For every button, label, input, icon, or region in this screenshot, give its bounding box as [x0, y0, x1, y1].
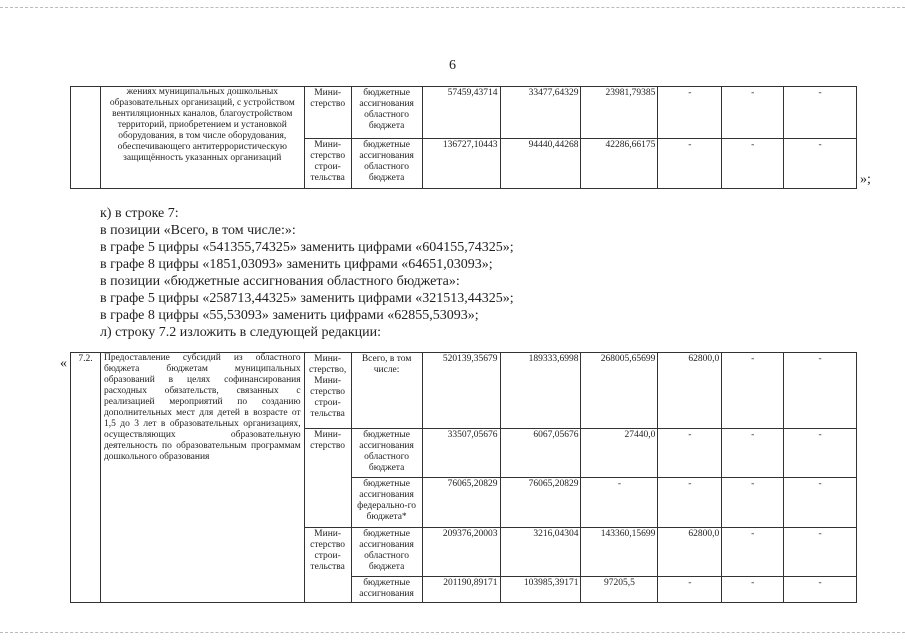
total-cell: 520139,35679 — [422, 353, 500, 429]
table-row — [71, 87, 857, 139]
total-cell: 201190,89171 — [422, 577, 500, 603]
value-cell: - — [784, 87, 857, 139]
value-cell: - — [658, 478, 722, 528]
opening-quote-mark: « — [60, 356, 67, 371]
value-cell: - — [722, 353, 784, 429]
value-cell: - — [722, 577, 784, 603]
instruction-line: в позиции «бюджетные ассигнования областного бюджета»: — [100, 274, 460, 289]
total-cell: 209376,20003 — [422, 528, 500, 577]
value-cell: 94440,44268 — [500, 139, 581, 189]
total-cell: 33507,05676 — [422, 429, 500, 478]
row-number-cell — [71, 87, 101, 189]
executor-cell: Мини-стерство, Мини-стерство строи-тельства — [304, 353, 351, 429]
source-cell: Всего, в том числе: — [351, 353, 422, 429]
scan-artifact-top — [0, 7, 905, 8]
source-cell: бюджетные ассигнования областного бюджета — [351, 87, 422, 139]
value-cell: 97205,5 — [581, 577, 658, 603]
source-cell: бюджетные ассигнования областного бюджета — [351, 139, 422, 189]
value-cell: - — [658, 139, 722, 189]
source-cell: бюджетные ассигнования областного бюджета — [351, 528, 422, 577]
total-cell: 136727,10443 — [422, 139, 500, 189]
value-cell: - — [784, 139, 857, 189]
executor-cell: Мини-стерство строи-тельства — [304, 139, 351, 189]
scan-artifact-bottom — [0, 632, 905, 633]
value-cell: 189333,6998 — [500, 353, 581, 429]
value-cell: 103985,39171 — [500, 577, 581, 603]
table-row — [71, 353, 857, 429]
value-cell: - — [784, 429, 857, 478]
value-cell: - — [658, 87, 722, 139]
value-cell: - — [722, 478, 784, 528]
source-cell: бюджетные ассигнования федерально-го бюджета* — [351, 478, 422, 528]
instruction-line: в графе 8 цифры «1851,03093» заменить цифрами «64651,03093»; — [100, 257, 493, 272]
value-cell: 3216,04304 — [500, 528, 581, 577]
description-cell: Предоставление субсидий из областного бюджета бюджетам муниципальных образований в целях софинансирования расходных обязательств, связанных с реализацией мероприятий по созданию дополнительных мест для детей в возрасте от 1,5 до 3 лет в образовательных организациях, осуществляющих образовательную деятельность по образовательным программам дошкольного образования — [100, 353, 304, 603]
value-cell: 76065,20829 — [500, 478, 581, 528]
value-cell: 42286,66175 — [581, 139, 658, 189]
page-number: 6 — [449, 58, 456, 73]
instruction-line: в графе 5 цифры «258713,44325» заменить цифрами «321513,44325»; — [100, 291, 514, 306]
instruction-line: в графе 8 цифры «55,53093» заменить цифрами «62855,53093»; — [100, 308, 479, 323]
value-cell: 23981,79385 — [581, 87, 658, 139]
value-cell: 6067,05676 — [500, 429, 581, 478]
value-cell: - — [722, 429, 784, 478]
value-cell: - — [722, 139, 784, 189]
value-cell: 62800,0 — [658, 528, 722, 577]
executor-cell: Мини-стерство строи-тельства — [304, 528, 351, 603]
row-7-2-table — [70, 352, 857, 603]
value-cell: 143360,15699 — [581, 528, 658, 577]
description-cell: жениях муниципальных дошкольных образовательных организаций, с устройством вентиляционных каналов, благоустройством территорий, приобретением и установкой оборудования, в том числе оборудования, обеспечивающего антитеррористическую защищённость указанных организаций — [100, 87, 304, 189]
value-cell: - — [784, 528, 857, 577]
value-cell: - — [722, 87, 784, 139]
value-cell: 62800,0 — [658, 353, 722, 429]
value-cell: - — [581, 478, 658, 528]
value-cell: - — [784, 577, 857, 603]
value-cell: 27440,0 — [581, 429, 658, 478]
value-cell: - — [722, 528, 784, 577]
value-cell: 268005,65699 — [581, 353, 658, 429]
instruction-line: в позиции «Всего, в том числе:»: — [100, 223, 296, 238]
value-cell: - — [784, 353, 857, 429]
value-cell: - — [658, 429, 722, 478]
executor-cell: Мини-стерство — [304, 87, 351, 139]
instruction-line: к) в строке 7: — [100, 206, 179, 221]
instruction-line: л) строку 7.2 изложить в следующей редакции: — [100, 325, 382, 340]
source-cell: бюджетные ассигнования — [351, 577, 422, 603]
instruction-line: в графе 5 цифры «541355,74325» заменить цифрами «604155,74325»; — [100, 240, 514, 255]
closing-quote-mark: »; — [860, 172, 871, 187]
amendment-instructions — [100, 205, 840, 341]
continuation-table — [70, 86, 857, 189]
executor-cell: Мини-стерство — [304, 429, 351, 528]
total-cell: 57459,43714 — [422, 87, 500, 139]
total-cell: 76065,20829 — [422, 478, 500, 528]
value-cell: - — [784, 478, 857, 528]
source-cell: бюджетные ассигнования областного бюджета — [351, 429, 422, 478]
value-cell: 33477,64329 — [500, 87, 581, 139]
row-number-cell: 7.2. — [71, 353, 101, 603]
value-cell: - — [658, 577, 722, 603]
